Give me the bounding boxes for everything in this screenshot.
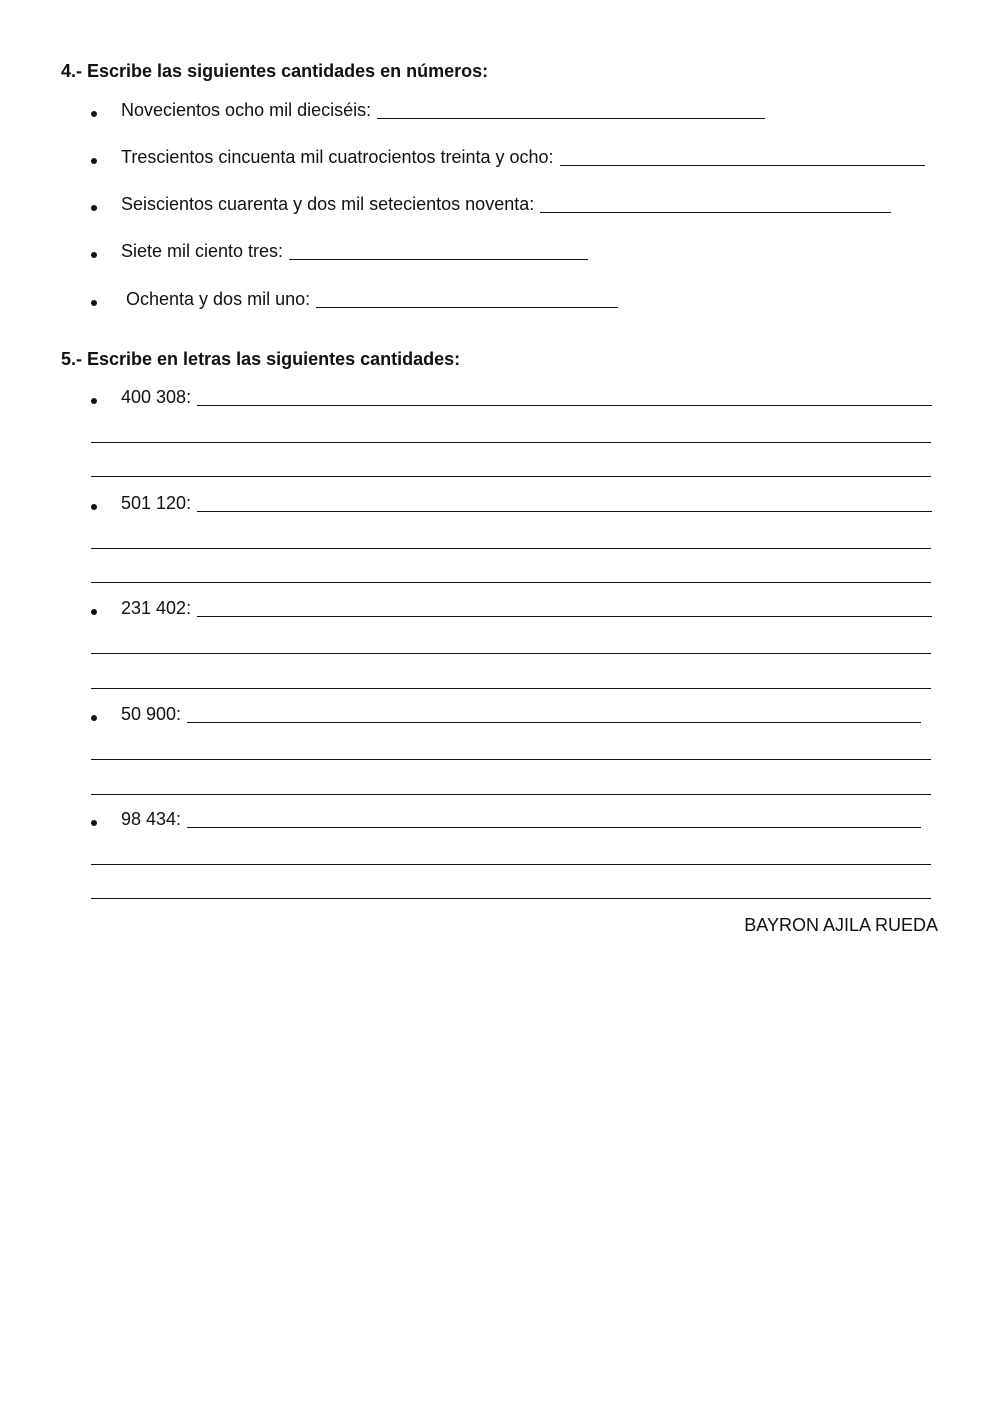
- bullet-icon: [91, 111, 97, 117]
- answer-blank[interactable]: [197, 404, 932, 406]
- bullet-icon: [91, 158, 97, 164]
- bullet-icon: [91, 252, 97, 258]
- answer-line[interactable]: [91, 864, 931, 865]
- item-label: Ochenta y dos mil uno:: [126, 289, 311, 309]
- bullet-icon: [91, 609, 97, 615]
- answer-line[interactable]: [91, 653, 931, 654]
- section-4-title: 4.- Escribe las siguientes cantidades en números:: [61, 61, 489, 81]
- bullet-icon: [91, 715, 97, 721]
- section-5-item-1: [121, 386, 932, 408]
- item-label: Seiscientos cuarenta y dos mil setecientos noventa:: [121, 194, 535, 214]
- section-4-item-5: [126, 288, 618, 310]
- answer-blank[interactable]: [197, 615, 932, 617]
- answer-line[interactable]: [91, 898, 931, 899]
- answer-blank[interactable]: [187, 721, 921, 723]
- answer-blank[interactable]: [540, 211, 891, 213]
- item-label: 400 308:: [121, 387, 192, 407]
- item-label: 231 402:: [121, 598, 192, 618]
- bullet-icon: [91, 504, 97, 510]
- section-5-item-5: [121, 808, 921, 830]
- answer-line[interactable]: [91, 548, 931, 549]
- answer-blank[interactable]: [377, 117, 765, 119]
- section-4-item-3: [121, 193, 891, 215]
- section-5-item-3: [121, 597, 932, 619]
- item-label: 98 434:: [121, 809, 182, 829]
- answer-line[interactable]: [91, 442, 931, 443]
- bullet-icon: [91, 398, 97, 404]
- section-4-item-4: [121, 240, 588, 262]
- answer-line[interactable]: [91, 688, 931, 689]
- answer-blank[interactable]: [316, 306, 618, 308]
- section-5-item-2: [121, 492, 932, 514]
- author-signature: BAYRON AJILA RUEDA: [744, 915, 938, 935]
- section-4-item-2: [121, 146, 925, 168]
- bullet-icon: [91, 205, 97, 211]
- item-label: 50 900:: [121, 704, 182, 724]
- answer-blank[interactable]: [197, 510, 932, 512]
- item-label: Trescientos cincuenta mil cuatrocientos treinta y ocho:: [121, 147, 554, 167]
- item-label: Novecientos ocho mil dieciséis:: [121, 100, 372, 120]
- item-label: 501 120:: [121, 493, 192, 513]
- answer-blank[interactable]: [289, 258, 588, 260]
- answer-blank[interactable]: [187, 826, 921, 828]
- bullet-icon: [91, 300, 97, 306]
- section-5-title: 5.- Escribe en letras las siguientes cantidades:: [61, 349, 461, 369]
- answer-line[interactable]: [91, 582, 931, 583]
- item-label: Siete mil ciento tres:: [121, 241, 284, 261]
- answer-line[interactable]: [91, 794, 931, 795]
- bullet-icon: [91, 820, 97, 826]
- answer-line[interactable]: [91, 476, 931, 477]
- section-5-item-4: [121, 703, 921, 725]
- section-4-item-1: [121, 99, 765, 121]
- answer-blank[interactable]: [560, 164, 925, 166]
- answer-line[interactable]: [91, 759, 931, 760]
